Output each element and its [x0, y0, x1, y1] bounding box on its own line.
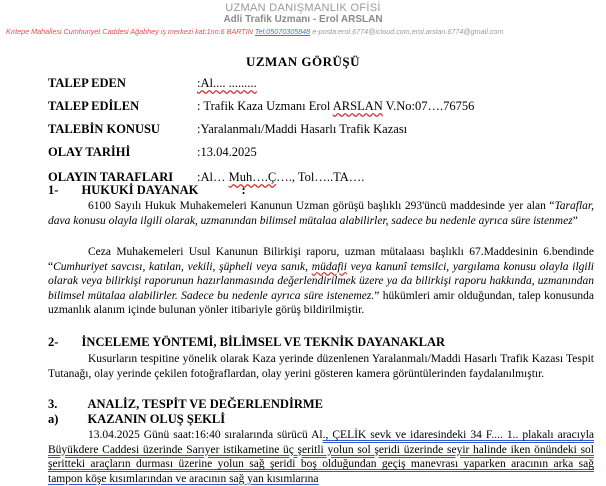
letterhead-office: UZMAN DANIŞMANLIK OFİSİ [225, 2, 381, 14]
letterhead-contact [6, 27, 606, 36]
section-colon: : [241, 183, 246, 197]
section-number: 3. [48, 397, 58, 411]
field-talebin-konusu [48, 122, 407, 137]
field-value-party: Muh….Ç [228, 170, 277, 184]
paragraph-quote: Taraflar, dava konusu olayla ilgili olarak, uzmanından bilimsel mütalaa alabilirler, sadece bu nedenle ayrıca süre istenmez [48, 200, 594, 227]
paragraph-quote-end: ” [572, 214, 578, 227]
paragraph-text: 6100 Sayılı Hukuk Muhakemeleri Kanunun Uzman görüşü başlıklı 293'üncü maddesinde yer alan “ [88, 200, 555, 212]
letterhead-name: Adli Trafik Uzmanı - Erol ARSLAN [223, 14, 383, 25]
field-talep-edilen [48, 99, 474, 114]
paragraph-tail: ” hükümleri amir olduğundan, talep konusunda uzmanlık alanım içinde bulunan yönler itibariyle görüş bildirilmiştir. [48, 289, 594, 316]
letterhead-phone[interactable]: Tel:05070305848 [254, 27, 311, 36]
field-olay-tarihi [48, 145, 257, 160]
section-1-heading [48, 183, 246, 198]
paragraph-quote-flagged: müdafii [311, 260, 347, 273]
field-label: OLAY TARİHİ [48, 145, 131, 159]
field-talep-eden [48, 76, 257, 91]
paragraph-quote: Cumhuriyet savcısı, katılan, vekili, şüpheli veya sanık, [53, 260, 312, 273]
field-value-vno: V.No:07….76756 [382, 99, 475, 113]
section-1-paragraph-1 [48, 199, 594, 228]
section-title: ANALİZ, TESPİT VE DEĞERLENDİRME [87, 397, 323, 411]
subsection-a-heading [48, 412, 225, 427]
field-value: :13.04.2025 [197, 145, 257, 159]
field-value: :Yaralanmalı/Maddi Hasarlı Trafik Kazası [197, 122, 408, 136]
field-value: : Trafik Kaza Uzmanı Erol [197, 99, 333, 113]
field-value: :Al.... ......... [197, 76, 257, 90]
section-3-heading [48, 397, 323, 412]
subsection-number: a) [48, 412, 59, 426]
section-2-paragraph [48, 352, 594, 381]
paragraph-text: Ceza Muhakemeleri Usul Kanunun Bilirkişi raporu, uzman mütalaası başlıklı 67.Maddesinin 6.bendinde “ [48, 246, 594, 273]
paragraph-quote-rest: veya kanunî temsilci, yargılama konusu olayla ilgili olarak veya bilirkişi raporunun hazırlanmasında değerlendirilmek üzere ya da bilirkişi raporu hakkında, uzmanından bilimsel mütalaa alabilirler. Sadece bu nedenle ayrıca süre istenemez. [48, 260, 594, 302]
document-title: UZMAN GÖRÜŞÜ [246, 54, 360, 69]
field-label: TALEBİN KONUSU [48, 122, 160, 136]
subsection-title: KAZANIN OLUŞ ŞEKLİ [87, 412, 226, 426]
section-number: 1- [48, 183, 59, 197]
section-2-heading [48, 335, 445, 350]
section-title: İNCELEME YÖNTEMİ, BİLİMSEL VE TEKNİK DAYANAKLAR [81, 335, 446, 349]
section-title: HUKUKİ DAYANAK [81, 183, 199, 197]
field-value: :Al… [197, 170, 229, 184]
field-value-surname: ARSLAN [332, 99, 383, 113]
field-label: TALEP EDİLEN [48, 99, 140, 113]
section-1-paragraph-2 [48, 245, 594, 318]
section-number: 2- [48, 335, 59, 349]
field-label: TALEP EDEN [48, 76, 126, 90]
letterhead-address: Kırtepe Mahallesi Cumhuriyet Caddesi Ağabhey iş merkezi kat:1no:6 BARTIN [6, 27, 253, 36]
letterhead-email[interactable]: e-posta:erol.6774@icloud.com,erol.arslan.6774@gmail.com [312, 27, 504, 36]
field-value-rest: …., Tol…..TA…. [276, 170, 365, 184]
paragraph-text: Kusurların tespitine yönelik olarak Kaza yerinde düzenlenen Yaralanmalı/Maddi Hasarlı Trafik Kazası Tespit Tutanağı, olay yerinde çekilen fotoğraflardan, olay yerini gösteren kamera görüntülerinden faydalanılmıştır. [48, 353, 594, 380]
subsection-a-paragraph [48, 428, 594, 486]
field-label: OLAYIN TARAFLARI [48, 170, 174, 184]
paragraph-text-flagged: ., ÇELİK sevk ve idaresindeki 34 F.... 1.. plakalı aracıyla Büyükdere Caddesi üzerinde Sarıyer istikametine üç şeritli yolun sol şeridi üzerinde seyir halinde iken önündeki sol şeritteki araçların durması üzerine yolun sağ şeridi boş olduğundan geçiş manevrası yaparken aracının arka sağ tampon köşe kısımlarından ve aracının sağ yan kısımlarına [48, 429, 594, 485]
paragraph-text: 13.04.2025 Günü saat:16:40 sıralarında sürücü Al [88, 429, 323, 441]
